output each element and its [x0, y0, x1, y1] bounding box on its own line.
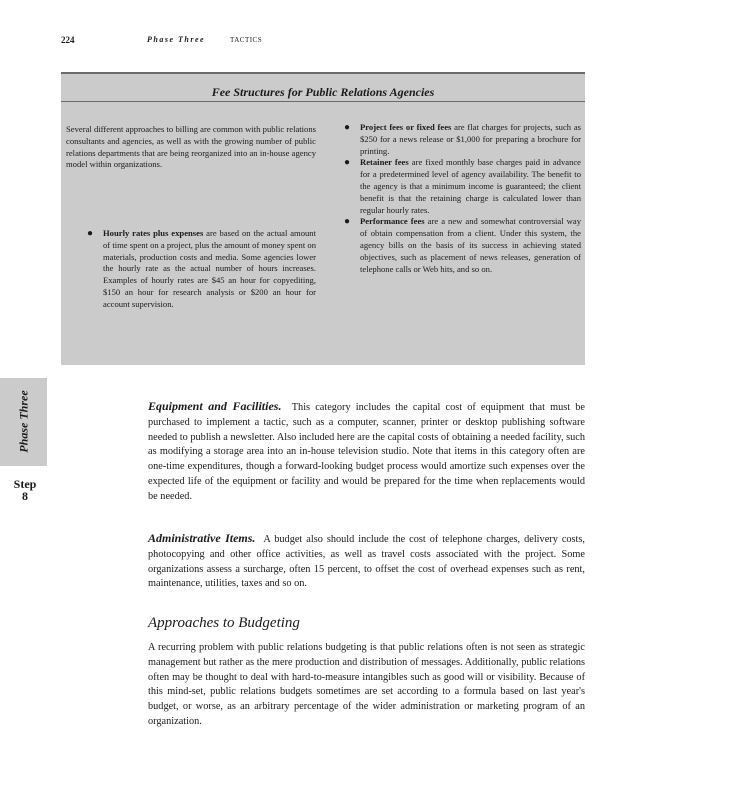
fee-term: Performance fees: [360, 216, 425, 227]
section-heading: Approaches to Budgeting: [148, 615, 300, 631]
sidebar-title-rule: [61, 101, 585, 102]
list-item: [343, 216, 581, 275]
runin-heading-administrative: Administrative Items.: [148, 531, 256, 545]
running-head-section: TACTICS: [230, 36, 263, 44]
list-item: [343, 122, 581, 157]
sidebar-list-right: [343, 122, 581, 275]
paragraph-equipment: [148, 399, 585, 505]
paragraph-text: This category includes the capital cost of equipment that must be purchased to implement a tactic, such as a computer, scanner, printer or desktop publishing software needed to publish a newsletter. Also included here are the capital costs of obtaining a needed facility, such as modifying a storage area into an in-house television studio. Note that items in this category often are one-time expenditures, though a forward-looking budget process would amortize such expenses over the expected life of the equipment or facility and would be prepared for the time when replacements would be needed.: [148, 402, 585, 502]
phase-tab-label: Phase Three: [16, 390, 31, 453]
sidebar-top-rule: [61, 72, 585, 74]
bullet-icon: ●: [344, 157, 351, 169]
bullet-icon: ●: [87, 228, 94, 239]
paragraph-approaches: A recurring problem with public relations budgeting is that public relations often is not seen as strategic management but rather as the mere production and distribution of messages. Additionally, public relations often may be thought to deal with hard-to-measure intangibles such as good will or visibility. Because of this mind-set, public relations budgets sometimes are set according to a formula based on last year's budget, or worse, as an arbitrary percentage of the wider administration or marketing program of an organization.: [148, 642, 585, 727]
paragraph-administrative: [148, 531, 585, 592]
running-head-phase: Phase Three: [147, 35, 206, 44]
paragraph-text: A budget also should include the cost of telephone charges, delivery costs, photocopying and other office activities, as well as travel costs associated with the project. Some organizations assess a surcharge, often 15 percent, to offset the cost of overhead expenses such as rent, maintenance, utilities, taxes and so on.: [148, 534, 585, 590]
fee-description: are a new and somewhat controversial way of obtain compensation from a client. Under this system, the agency bills on the basis of its success in achieving stated objectives, such as placement of news releases, generation of telephone calls or Web hits, and so on.: [360, 216, 582, 274]
sidebar-title: Fee Structures for Public Relations Agencies: [211, 85, 435, 99]
sidebar-list-left: [86, 228, 316, 311]
step-word: Step: [13, 477, 37, 491]
fee-description: are based on the actual amount of time spent on a project, plus the amount of money spent on materials, production costs and media. Some agencies lower the hourly rate as the actual number of hours increases. Examples of hourly rates are $45 an hour for copyediting, $150 an hour for research analysis or $200 an hour for account supervision.: [103, 228, 316, 309]
bullet-icon: ●: [344, 216, 351, 228]
step-number: 8: [22, 489, 28, 503]
fee-description: are flat charges for projects, such as $250 for a news release or $1,000 for preparing a brochure for printing.: [360, 122, 582, 156]
list-item: [343, 157, 581, 216]
fee-term: Project fees or fixed fees: [360, 122, 452, 132]
list-item: [86, 228, 316, 311]
page-number: 224: [61, 35, 75, 45]
fee-term: Hourly rates plus expenses: [103, 228, 204, 238]
runin-heading-equipment: Equipment and Facilities.: [148, 399, 282, 413]
bullet-icon: ●: [344, 122, 351, 133]
fee-term: Retainer fees: [360, 157, 409, 168]
fee-description: are fixed monthly base charges paid in advance for a predetermined level of agency availability. The benefit to the agency is that a minimum income is guaranteed; the client benefit is that the retaining charge is calculated lower than regular hourly rates.: [360, 157, 581, 215]
step-marker: [6, 478, 44, 502]
sidebar-intro: Several different approaches to billing are common with public relations consultants and agencies, as well as with the growing number of public relations departments that are being reorganized into an in-house agency model within organizations.: [66, 124, 316, 170]
